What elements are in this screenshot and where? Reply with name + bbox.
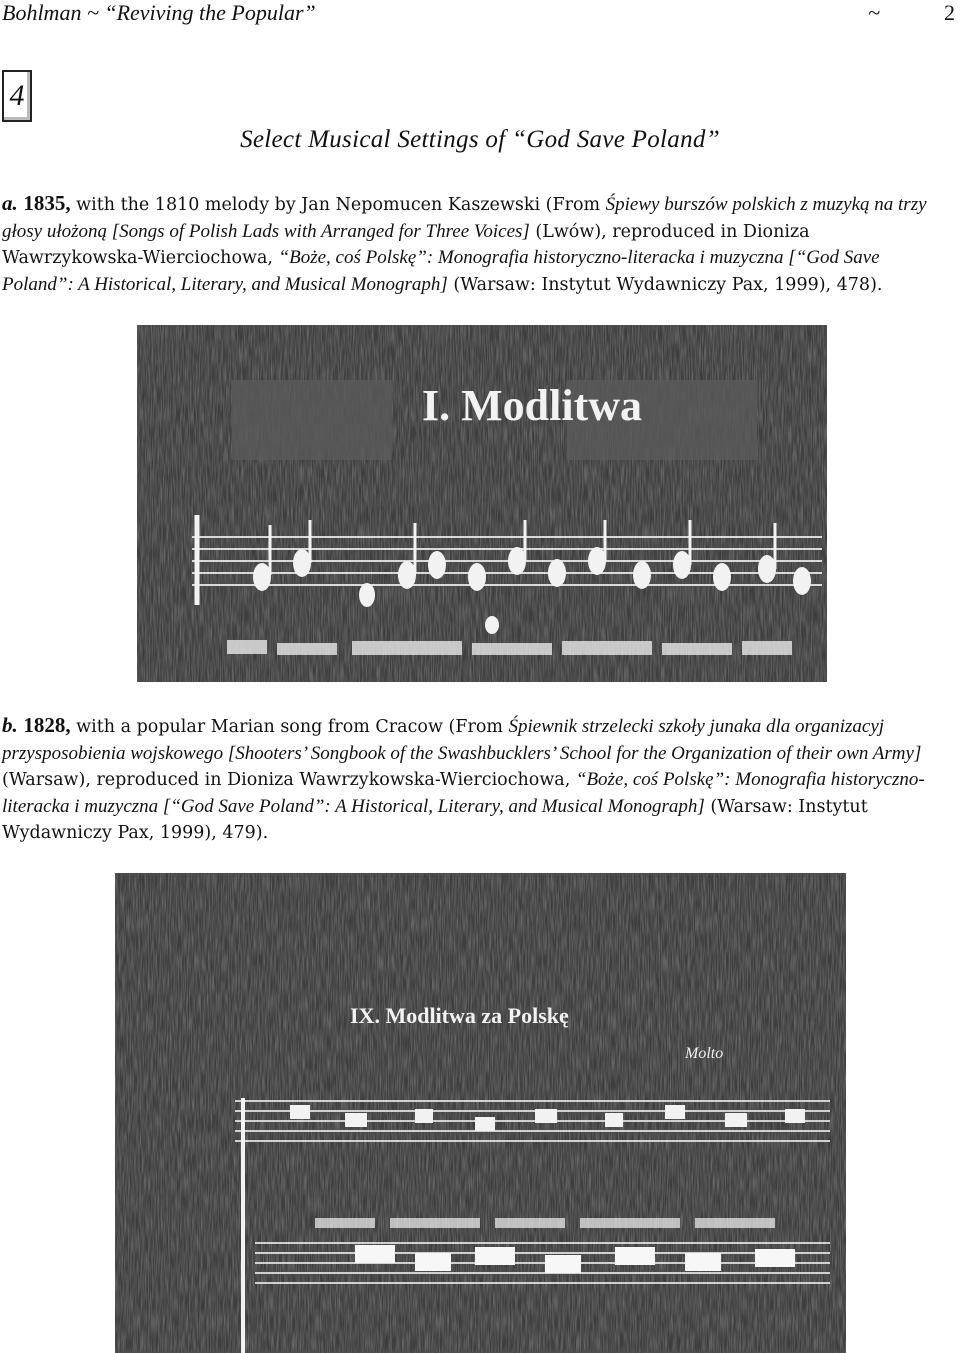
score-b-heading: IX. Modlitwa za Polskę: [350, 1003, 569, 1028]
item-a-description: [2, 190, 952, 298]
item-a-source-title: Śpiewy burszów polskich z muzyką na trzy głosy ułożoną [Songs of Polish Lads with Arranged for Three Voices]: [2, 194, 927, 242]
running-header: [0, 0, 960, 28]
score-scan-a-image: [137, 325, 827, 682]
item-a-year: 1835,: [23, 191, 71, 215]
item-a-text-1: with the 1810 melody by Jan Nepomucen Kaszewski (From: [70, 195, 606, 215]
header-tilde: ~: [868, 0, 880, 25]
item-b-text-1: with a popular Marian song from Cracow (From: [70, 717, 509, 737]
score-scan-b: [115, 873, 846, 1353]
item-b-year: 1828,: [23, 713, 71, 737]
page-number: 2: [944, 0, 955, 25]
item-b-text-3: (Warsaw: Instytut Wydawniczy Pax, 1999), 479).: [2, 796, 868, 843]
score-b-tempo-marking: Molto: [685, 1045, 724, 1062]
item-a-monograph-title: “Boże, coś Polskę”: Monografia historyczno-literacka i muzyczna [“God Save Poland”: A Historical, Literary, and Musical Monograph]: [2, 247, 880, 295]
score-scan-a: [137, 325, 827, 682]
blot-left: [232, 380, 392, 460]
score-a-heading: I. Modlitwa: [422, 381, 642, 430]
item-b-text-2: (Warsaw), reproduced in Dioniza Wawrzykowska-Wierciochowa,: [2, 770, 576, 790]
running-title: Bohlman ~ “Reviving the Popular”: [2, 0, 316, 25]
item-b-source-title: Śpiewnik strzelecki szkoły junaka dla organizacyj przysposobienia wojskowego [Shooters’ Songbook of the Swashbucklers’ School for the Organization of their own Army]: [2, 716, 922, 764]
appendix-number-box: 4: [2, 70, 32, 122]
item-b-monograph-title: “Boże, coś Polskę”: Monografia historyczno-literacka i muzyczna [“God Save Poland”: A Historical, Literary, and Musical Monograph]: [2, 769, 925, 817]
item-a-letter: a.: [2, 191, 18, 215]
item-a-text-2: (Lwów), reproduced in Dioniza Wawrzykowska-Wierciochowa,: [2, 221, 810, 268]
page-title: Select Musical Settings of “God Save Poland”: [240, 126, 720, 153]
item-b-description: [2, 712, 952, 847]
score-scan-b-image: [115, 873, 846, 1353]
item-a-text-3: (Warsaw: Instytut Wydawniczy Pax, 1999), 478).: [447, 274, 883, 295]
item-b-letter: b.: [2, 713, 18, 737]
